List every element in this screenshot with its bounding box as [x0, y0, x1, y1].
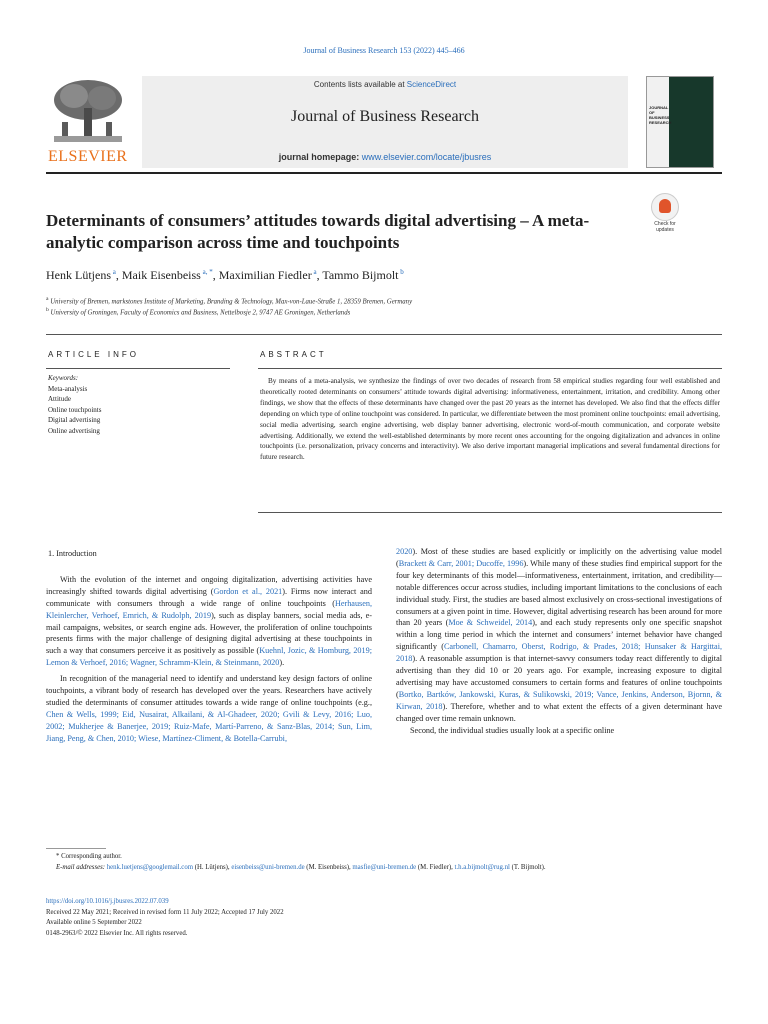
author-affiliation-marker[interactable]: b [398, 268, 404, 276]
affiliation-sup: a [46, 296, 49, 302]
keyword: Attitude [48, 395, 71, 403]
body-paragraph [396, 546, 722, 725]
check-updates-icon [651, 193, 679, 221]
keyword: Online touchpoints [48, 405, 102, 414]
body-text-run: ). Therefore, whether and to what extent the effects of a given determinant have changed over time remain unknown. [396, 701, 723, 723]
abstract-rule [258, 368, 722, 369]
abstract-label: ABSTRACT [260, 350, 327, 359]
running-head[interactable]: Journal of Business Research 153 (2022) 445–466 [303, 46, 465, 55]
footnotes [46, 852, 722, 873]
email-owner: (H. Lütjens), [193, 863, 232, 871]
publisher-name: ELSEVIER [48, 148, 128, 165]
keyword: Digital advertising [48, 416, 101, 424]
author-name: Maik Eisenbeiss [121, 268, 201, 282]
body-text-run: ). Firms now interact and communicate with consumers through a wide range of online touchpoints ( [46, 586, 372, 608]
masthead [46, 76, 722, 168]
author-name: Henk Lütjens [46, 268, 111, 282]
elsevier-tree-icon [50, 78, 126, 144]
article-info-label: ARTICLE INFO [48, 350, 139, 359]
affiliation-b [46, 307, 726, 316]
check-for-updates-badge[interactable] [644, 193, 686, 231]
abstract-text: By means of a meta-analysis, we synthesize the findings of over two decades of research from 58 empirical studies regarding four well established and theoretically rooted determinants on consumers’ attitude towards digital advertising: informativeness, entertainment, irritation, and credibility. Among other findings, we show that the effects of these determinants have changed over the past 20 years as the internet has developed. We also find that the effects differ depending on which type of online touchpoint was considered. In particular, we differentiate between the most prominent online touchpoints: email advertising, social media advertising, search engine advertising, web display banner advertising, electronic word-of-mouth communication, and corporate website advertising. Additionally, we extend the well-established determinants by more recent ones accounting for the ongoing digitalization and advances in online touchpoints (i.e. personalization, privacy concerns and interactivity). We also derive important managerial implications and several fundamental directions for future research. [260, 377, 720, 462]
journal-cover [646, 76, 714, 168]
author-name: Maximilian Fiedler [218, 268, 312, 282]
masthead-rule [46, 172, 722, 174]
article-info-rule [46, 368, 230, 369]
author-affiliation-marker[interactable]: a [111, 268, 116, 276]
author-separator: , [212, 268, 219, 282]
body-left-column [46, 548, 372, 745]
body-text-run: ). A reasonable assumption is that internet-savvy consumers today react differently to digital advertising than they did 10 or 20 years ago. For example, increasing exposure to digital advertising may have accustomed consumers to certain forms and features of online touchpoints ( [396, 654, 722, 699]
sciencedirect-link[interactable]: ScienceDirect [406, 80, 457, 89]
check-updates-line2: updates [656, 227, 674, 233]
author-affiliation-marker[interactable]: a [311, 268, 317, 276]
journal-homepage [142, 152, 628, 162]
corresponding-note: * Corresponding author. [56, 853, 122, 860]
author-list [46, 268, 726, 283]
journal-header [142, 76, 628, 168]
contents-prefix: Contents lists available at [313, 80, 407, 89]
article-title: Determinants of consumers’ attitudes towards digital advertising – A meta-analytic comparison across time and touchpoints [46, 211, 590, 252]
author-name: Tammo Bijmolt [322, 268, 399, 282]
body-text-run: ), and each study represents only one specific snapshot within a long time period in which the internet and consumers’ internet behavior have changed significantly ( [396, 618, 722, 652]
citation-link[interactable]: Gordon et al., 2021 [213, 586, 283, 596]
citation-link[interactable]: Chen & Wells, 1999; Eid, Nusairat, Alkailani, & Al-Ghadeer, 2020; Gvili & Levy, 2016; Luo, 2002; Mukherjee & Banerjee, 2019; Ruiz-Mafe, Martí-Parreno, & Sanz-Blas, 2014; Sun, Lim, Jiang, Peng, & Chen, 2010; Wiese, Martínez-Climent, & Botella-Carrubi, [46, 709, 372, 743]
email-owner: (T. Bijmolt). [509, 863, 546, 871]
keywords-title: Keywords: [48, 374, 79, 382]
email-link[interactable]: henk.luetjens@googlemail.com [106, 863, 194, 871]
journal-name: Journal of Business Research [291, 108, 479, 125]
received-dates: Received 22 May 2021; Received in revised form 11 July 2022; Accepted 17 July 2022 [46, 908, 284, 916]
homepage-label: journal homepage: [278, 152, 362, 162]
citation-link[interactable]: Bortko, Bartków, Jankowski, Kuras, & Sulikowski, 2019; Vance, Jenkins, Anderson, Bjornn, & Kirwan, 2018 [396, 689, 722, 711]
body-text-run: With the evolution of the internet and ongoing digitalization, advertising activities have increasingly shifted towards digital advertising ( [46, 574, 372, 596]
citation-link[interactable]: Kuehnl, Jozic, & Homburg, 2019; Lemon & Verhoef, 2016; Wagner, Schramm-Klein, & Steinmann, 2020 [46, 646, 372, 668]
check-updates-line1: Check for [654, 221, 676, 227]
email-owner: (M. Fiedler), [416, 863, 455, 871]
body-text-run: ). [279, 658, 285, 668]
keyword: Online advertising [48, 426, 100, 435]
doi-link[interactable]: https://doi.org/10.1016/j.jbusres.2022.07.039 [46, 898, 169, 905]
body-paragraph [46, 673, 372, 744]
body-text-run: ). While many of these studies find empirical support for the four key determinants of this model—informativeness, entertainment, irritation, and credibility—notable differences occur across studies, including important limitations to the conclusions of each individual study. First, the studies are based almost exclusively on cross-sectional investigations of consumers at a given point in time. However, digital advertising research has been around for more than 20 years ( [396, 558, 722, 628]
cover-title: JOURNAL OF BUSINESS RESEARCH [649, 105, 672, 125]
body-text-run: ), such as display banners, social media ads, e-mail campaigns, websites, or search engine ads. However, the proliferation of online touchpoints presents firms with the major challenge of designing digital advertising at these touchpoints in such a way that consumers perceive it as positively as possible ( [46, 610, 372, 656]
author-separator: , [316, 268, 323, 282]
abstract-bottom-rule [258, 512, 722, 513]
email-link[interactable]: t.h.a.bijmolt@rug.nl [454, 863, 510, 871]
citation-link[interactable]: Carbonell, Chamarro, Oberst, Rodrigo, & Prades, 2018; Hunsaker & Hargittai, 2018 [396, 642, 723, 664]
section-heading: 1. Introduction [48, 549, 97, 558]
email-addresses [46, 863, 722, 874]
elsevier-logo [46, 76, 132, 168]
email-label: E-mail addresses: [56, 863, 107, 871]
contents-line [142, 80, 628, 89]
affiliation-text: University of Bremen, markstones Institute of Marketing, Branding & Technology, Max-von-Laue-Straße 1, 28359 Bremen, Germany [50, 298, 413, 306]
citation-link[interactable]: Brackett & Carr, 2001; Ducoffe, 1996 [398, 558, 524, 568]
affiliation-sup: b [46, 307, 49, 313]
body-text-run: Second, the individual studies usually look at a specific online [410, 725, 615, 735]
article-history [46, 897, 722, 939]
citation-link[interactable]: Herhausen, Kleinlercher, Verhoef, Emrich, & Rudolph, 2019 [46, 598, 372, 620]
author-affiliation-marker[interactable]: a, * [200, 268, 213, 276]
email-link[interactable]: eisenbeiss@uni-bremen.de [231, 863, 305, 871]
citation-link[interactable]: 2020 [396, 547, 413, 556]
email-link[interactable]: masfie@uni-bremen.de [352, 863, 417, 871]
affiliation-rule [46, 334, 722, 335]
keywords-block [48, 373, 224, 436]
homepage-link[interactable]: www.elsevier.com/locate/jbusres [361, 152, 492, 162]
body-text-run: ). Most of these studies are based explicitly or implicitly on the advertising value model ( [396, 547, 722, 568]
body-right-column [396, 546, 722, 737]
footnote-rule [46, 848, 106, 849]
copyright: 0148-2963/© 2022 Elsevier Inc. All rights reserved. [46, 929, 188, 937]
author-separator: , [115, 268, 122, 282]
available-online: Available online 5 September 2022 [46, 919, 142, 926]
affiliation-text: University of Groningen, Faculty of Economics and Business, Nettelbosje 2, 9747 AE Groningen, Netherlands [50, 309, 351, 317]
citation-link[interactable]: Moe & Schweidel, 2014 [448, 618, 533, 628]
keyword: Meta-analysis [48, 384, 88, 393]
body-text-run: In recognition of the managerial need to identify and understand key design factors of online touchpoints, a vibrant body of research has developed over the years. Researchers have actively studied the determinants of consumer attitudes towards a wide range of online touchpoints (e.g., [46, 674, 372, 707]
body-paragraph [46, 574, 372, 669]
body-paragraph [396, 725, 722, 737]
email-owner: (M. Eisenbeiss), [304, 863, 353, 871]
affiliation-a [46, 296, 726, 305]
